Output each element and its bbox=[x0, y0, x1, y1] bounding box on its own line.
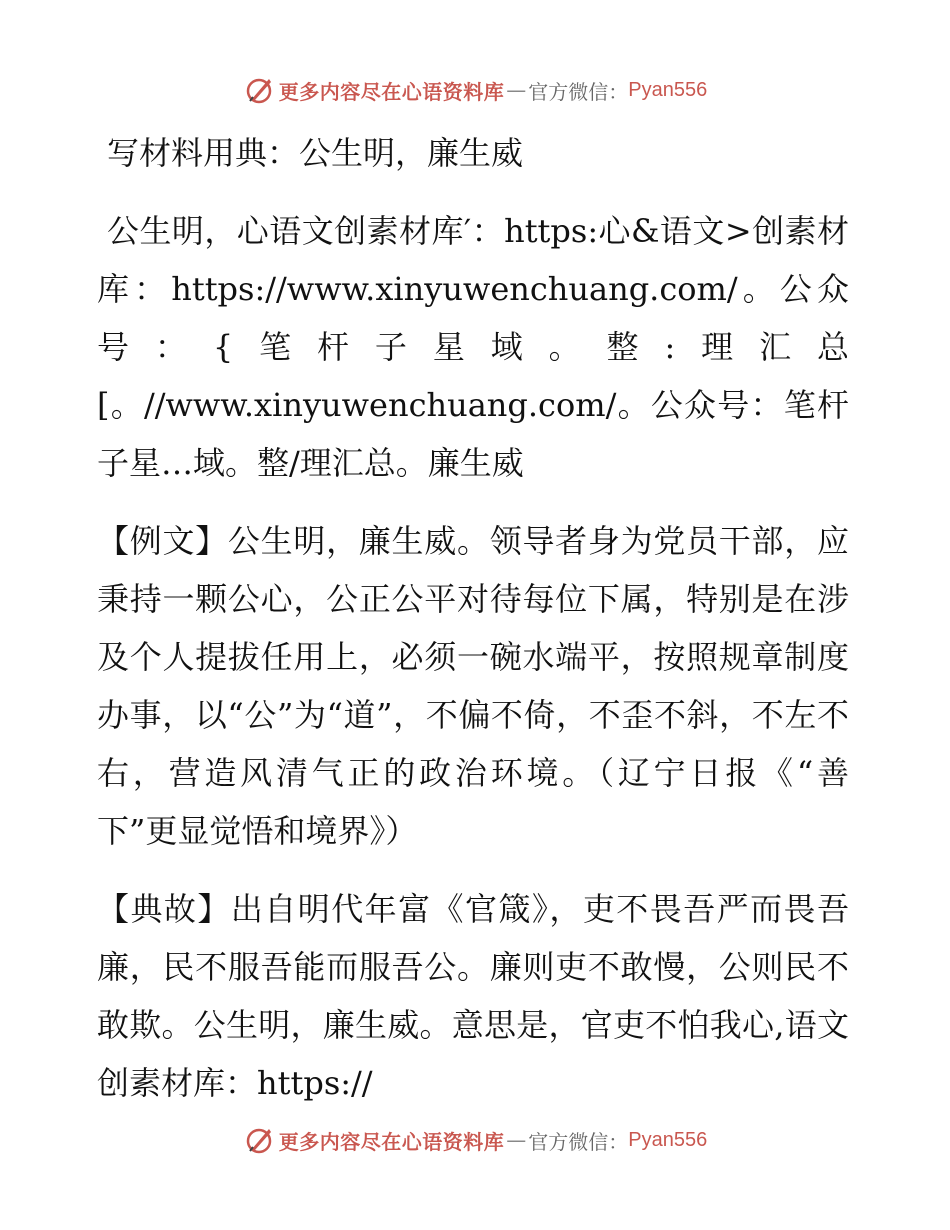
example-paragraph bbox=[97, 512, 849, 860]
footer-banner bbox=[0, 1120, 950, 1160]
banner-wechat-id: Pyan556 bbox=[628, 78, 708, 101]
quill-pen-logo-icon bbox=[243, 1124, 275, 1156]
document-title: 写材料用典：公生明，廉生威 bbox=[107, 134, 524, 172]
intro-paragraph: 公生明，心语文创素材库′：https:心&语文>创素材库：https://www.xinyuwenchuang.com/。公众号：{笔杆子星域。整:理汇总[。//www.xinyuwenchuang.com/。公众号：笔杆子星…域。整/理汇总。廉生威 bbox=[97, 212, 849, 482]
banner-dash: — bbox=[506, 78, 527, 102]
example-marker: 【例文】 bbox=[97, 522, 228, 560]
allusion-text: 出自明代年富《官箴》，吏不畏吾严而畏吾廉，民不服吾能而服吾公。廉则吏不敢慢，公则民不敢欺。公生明，廉生威。意思是，官吏不怕我心,语文创素材库：https:// bbox=[97, 890, 849, 1102]
banner-wechat-label: 官方微信： bbox=[528, 79, 629, 104]
quill-pen-logo-icon bbox=[243, 74, 275, 106]
banner-wechat-id: Pyan556 bbox=[628, 1128, 708, 1151]
banner-dash: — bbox=[506, 1128, 527, 1152]
header-banner bbox=[0, 70, 950, 110]
document-body bbox=[97, 124, 849, 1132]
banner-main-text: 更多内容尽在心语资料库 bbox=[278, 1129, 505, 1154]
banner-main-text: 更多内容尽在心语资料库 bbox=[278, 79, 505, 104]
banner-wechat-label: 官方微信： bbox=[528, 1129, 629, 1154]
example-text: 公生明，廉生威。领导者身为党员干部，应秉持一颗公心，公正公平对待每位下属，特别是在涉及个人提拔任用上，必须一碗水端平，按照规章制度办事，以“公”为“道”，不偏不倚，不歪不斜，不左不右，营造风清气正的政治环境。（辽宁日报《“善下”更显觉悟和境界》） bbox=[97, 522, 849, 850]
allusion-paragraph bbox=[97, 880, 849, 1112]
allusion-marker: 【典故】 bbox=[97, 890, 231, 928]
